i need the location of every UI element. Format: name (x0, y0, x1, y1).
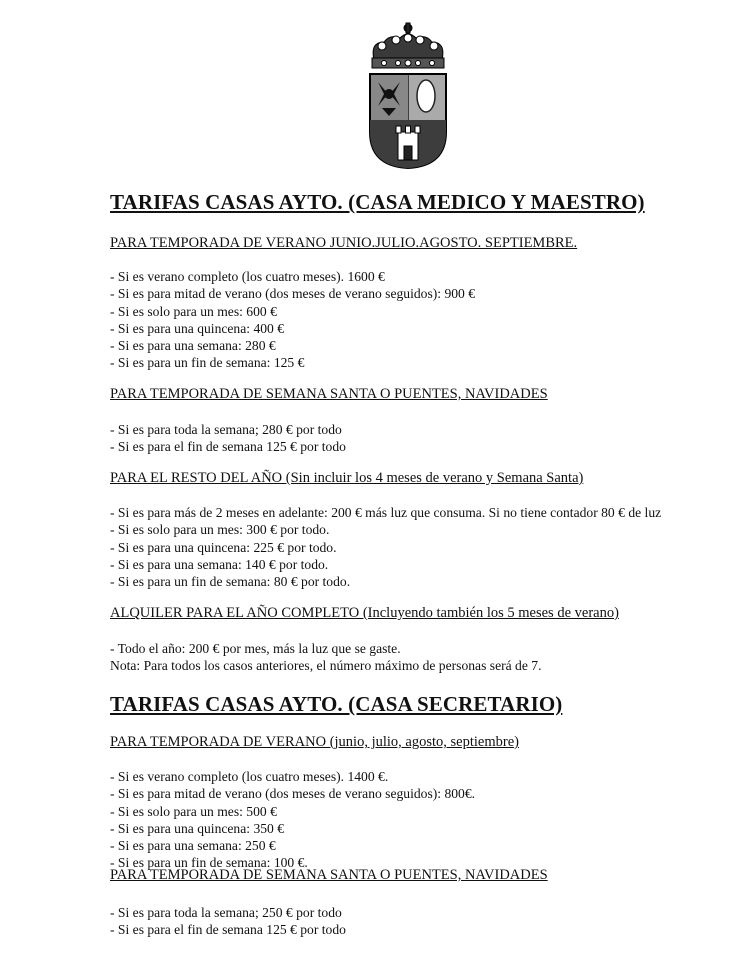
list-item: - Si es para una quincena: 400 € (110, 320, 285, 336)
list-item: - Si es para una semana: 140 € por todo. (110, 556, 329, 572)
list-item: - Si es para una semana: 280 € (110, 338, 276, 354)
list-item: - Si es para un fin de semana: 125 € (110, 355, 305, 371)
section-heading-resto-ano: PARA EL RESTO DEL AÑO (Sin incluir los 4 meses de verano y Semana Santa) (110, 470, 584, 486)
list-item: - Si es para un fin de semana: 80 € por todo. (110, 574, 351, 590)
section-heading-verano: PARA TEMPORADA DE VERANO JUNIO.JULIO.AGOSTO. SEPTIEMBRE. (110, 235, 578, 251)
tariff-list-semana-santa-secretario (110, 904, 346, 939)
list-item: - Si es para toda la semana; 280 € por todo (110, 422, 342, 437)
page-title-casa-secretario: TARIFAS CASAS AYTO. (CASA SECRETARIO) (110, 692, 563, 716)
list-item: - Si es verano completo (los cuatro meses). 1400 €. (110, 769, 389, 784)
list-item: - Si es solo para un mes: 600 € (110, 303, 277, 319)
section-heading-ano-completo: ALQUILER PARA EL AÑO COMPLETO (Incluyendo también los 5 meses de verano) (110, 605, 619, 621)
list-item: - Si es solo para un mes: 500 € (110, 803, 277, 819)
list-item: - Si es para más de 2 meses en adelante: 200 € más luz que consuma. Si no tiene contador 80 € de luz (110, 505, 662, 520)
tariff-list-resto-ano (110, 504, 661, 590)
coat-of-arms-icon (360, 20, 456, 170)
list-item: - Si es para el fin de semana 125 € por todo (110, 922, 346, 938)
tariff-list-verano-secretario (110, 768, 475, 872)
tariff-list-ano-completo (110, 640, 541, 675)
list-item: - Si es para una quincena: 350 € (110, 820, 285, 836)
list-item: - Si es verano completo (los cuatro meses). 1600 € (110, 269, 385, 284)
list-item: - Si es para un fin de semana: 100 €. (110, 855, 308, 871)
tariff-list-semana-santa (110, 421, 346, 456)
section-heading-verano-secretario: PARA TEMPORADA DE VERANO (junio, julio, agosto, septiembre) (110, 734, 519, 750)
list-item: - Si es para una quincena: 225 € por todo. (110, 539, 337, 555)
list-item: - Si es para toda la semana; 250 € por todo (110, 905, 342, 920)
list-item: - Todo el año: 200 € por mes, más la luz que se gaste. (110, 641, 401, 656)
section-heading-semana-santa-secretario: PARA TEMPORADA DE SEMANA SANTA O PUENTES, NAVIDADES (110, 867, 548, 883)
list-item: - Si es para mitad de verano (dos meses de verano seguidos): 900 € (110, 286, 476, 302)
list-item: - Si es para mitad de verano (dos meses de verano seguidos): 800€. (110, 786, 476, 802)
list-item: - Si es solo para un mes: 300 € por todo. (110, 522, 330, 538)
page-title-casa-medico-maestro: TARIFAS CASAS AYTO. (CASA MEDICO Y MAESTRO) (110, 190, 645, 214)
section-heading-semana-santa: PARA TEMPORADA DE SEMANA SANTA O PUENTES, NAVIDADES (110, 386, 548, 402)
list-item: - Si es para el fin de semana 125 € por todo (110, 439, 346, 455)
list-item: - Si es para una semana: 250 € (110, 838, 276, 854)
note-text: Nota: Para todos los casos anteriores, el número máximo de personas será de 7. (110, 658, 542, 674)
tariff-list-verano (110, 268, 475, 372)
